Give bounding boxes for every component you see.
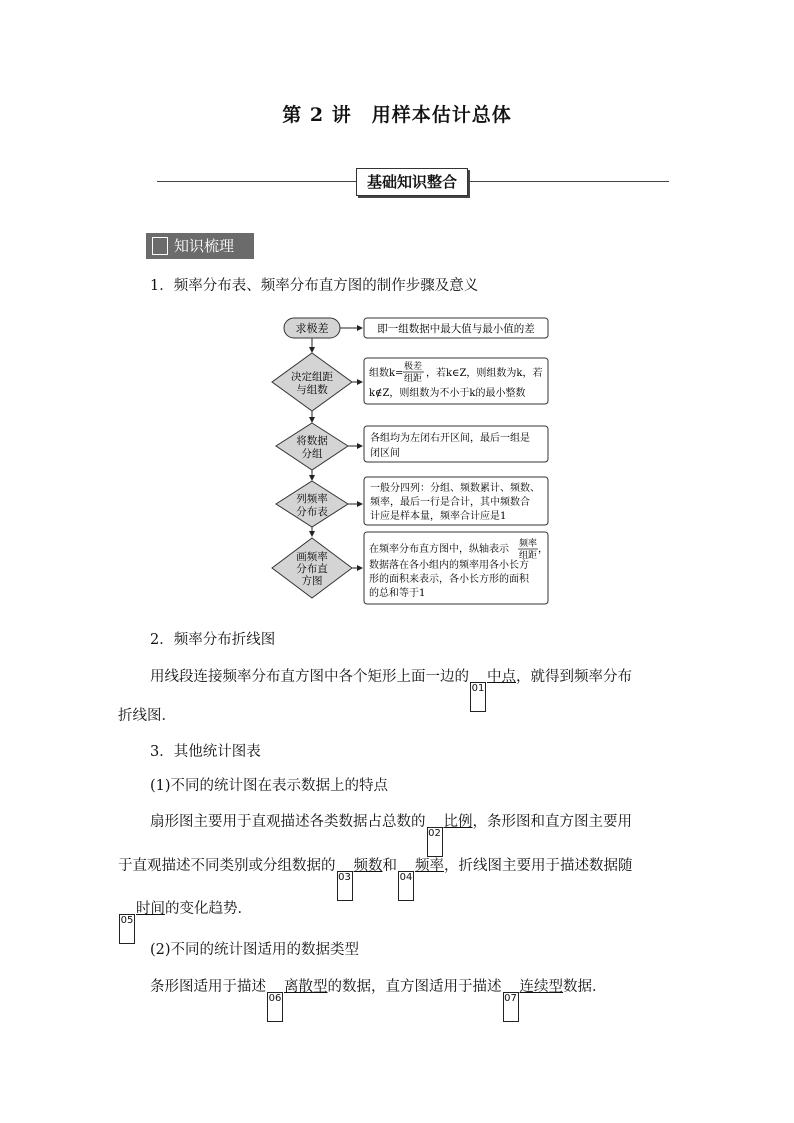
- text: 的数据，直方图适用于描述: [327, 979, 502, 995]
- step5-desc-2: 数据落在各小组内的频率用各小长方: [369, 560, 529, 571]
- step4-desc-2: 频率，最后一行是合计，其中频数合: [370, 497, 530, 508]
- step2-label-2: 与组数: [296, 384, 328, 396]
- step2-desc-c: k∉Z，则组数为不小于k的最小整数: [369, 388, 526, 399]
- para-2-line-1: [150, 667, 632, 712]
- step4-label-2: 分布表: [296, 506, 328, 518]
- para-3-line-2: [118, 856, 633, 901]
- para-2-line-2: 折线图．: [118, 708, 176, 724]
- step1-desc: 即一组数据中最大值与最小值的差: [377, 323, 535, 335]
- text: 数据．: [563, 979, 607, 995]
- step5-desc-b: ，: [538, 544, 548, 555]
- text: ，就得到频率分布: [516, 669, 632, 685]
- item-3-heading: 3．其他统计图表: [150, 744, 261, 760]
- answer-7: 连续型: [519, 979, 563, 995]
- step5-frac-den: 组距: [518, 551, 538, 561]
- page-title: 第 2 讲 用样本估计总体: [282, 104, 512, 126]
- step3-label-2: 分组: [301, 448, 323, 460]
- step3-desc-2: 闭区间: [370, 448, 400, 459]
- section-tag-label: 知识梳理: [174, 237, 235, 255]
- square-icon: [152, 237, 168, 255]
- item-2-heading: 2．频率分布折线图: [150, 632, 276, 648]
- text: ，折线图主要用于描述数据随: [444, 858, 633, 874]
- step5-label-1: 画频率: [296, 551, 328, 563]
- answer-3: 频数: [353, 858, 383, 874]
- blank-number-box: 05: [119, 914, 135, 944]
- step4-desc-1: 一般分四列：分组、频数累计、频数、: [370, 483, 540, 494]
- item-1-heading: 1．频率分布表、频率分布直方图的制作步骤及意义: [150, 278, 479, 294]
- step3-desc-1: 各组均为左闭右开区间，最后一组是: [370, 433, 530, 444]
- step1-label: 求极差: [295, 322, 329, 335]
- step4-label-1: 列频率: [296, 493, 328, 505]
- step5-label-2: 分布直: [296, 563, 328, 575]
- step2-frac-num: 极差: [403, 362, 423, 372]
- blank-number-box: 06: [267, 992, 283, 1022]
- text: 扇形图主要用于直观描述各类数据占总数的: [150, 814, 426, 830]
- answer-4: 频率: [415, 858, 444, 874]
- answer-6: 离散型: [284, 979, 328, 995]
- text: 于直观描述不同类别或分组数据的: [118, 858, 336, 874]
- section-banner: 基础知识整合: [356, 168, 468, 196]
- text: 条形图适用于描述: [150, 979, 266, 995]
- step2-label-1: 决定组距: [291, 371, 333, 383]
- step5-desc-3: 形的面积来表示，各小长方形的面积: [369, 574, 529, 585]
- text: 的变化趋势．: [165, 901, 252, 917]
- section-tag: [146, 233, 254, 259]
- flowchart: [270, 310, 560, 610]
- blank-number-box: 04: [398, 871, 414, 901]
- blank-number-box: 07: [503, 992, 519, 1022]
- text: ，条形图和直方图主要用: [472, 814, 632, 830]
- blank-number-box: 01: [470, 682, 486, 712]
- step4-desc-3: 计应是样本量，频率合计应是1: [370, 511, 507, 522]
- blank-number-box: 02: [427, 827, 443, 857]
- subheading-2: (2)不同的统计图适用的数据类型: [150, 942, 360, 958]
- step3-label-1: 将数据: [296, 435, 328, 447]
- blank-number-box: 03: [337, 871, 353, 901]
- text: 用线段连接频率分布直方图中各个矩形上面一边的: [150, 669, 469, 685]
- step2-desc-b: ，若k∈Z，则组数为k，若: [426, 368, 543, 379]
- para-3-line-3: [118, 899, 252, 944]
- step5-frac-num: 频率: [518, 539, 538, 549]
- answer-1: 中点: [487, 669, 516, 685]
- step5-desc-4: 的总和等于1: [369, 588, 426, 599]
- answer-2: 比例: [443, 814, 473, 830]
- step2-desc-a: 组数k=: [369, 368, 404, 379]
- text: 和: [382, 858, 397, 874]
- step5-label-3: 方图: [301, 575, 323, 587]
- step2-frac-den: 组距: [403, 374, 423, 384]
- subheading-1: (1)不同的统计图在表示数据上的特点: [150, 778, 389, 794]
- para-4-line-1: [150, 977, 607, 1022]
- answer-5: 时间: [136, 901, 165, 917]
- para-3-line-1: [150, 812, 632, 857]
- step5-desc-a: 在频率分布直方图中，纵轴表示: [369, 544, 509, 555]
